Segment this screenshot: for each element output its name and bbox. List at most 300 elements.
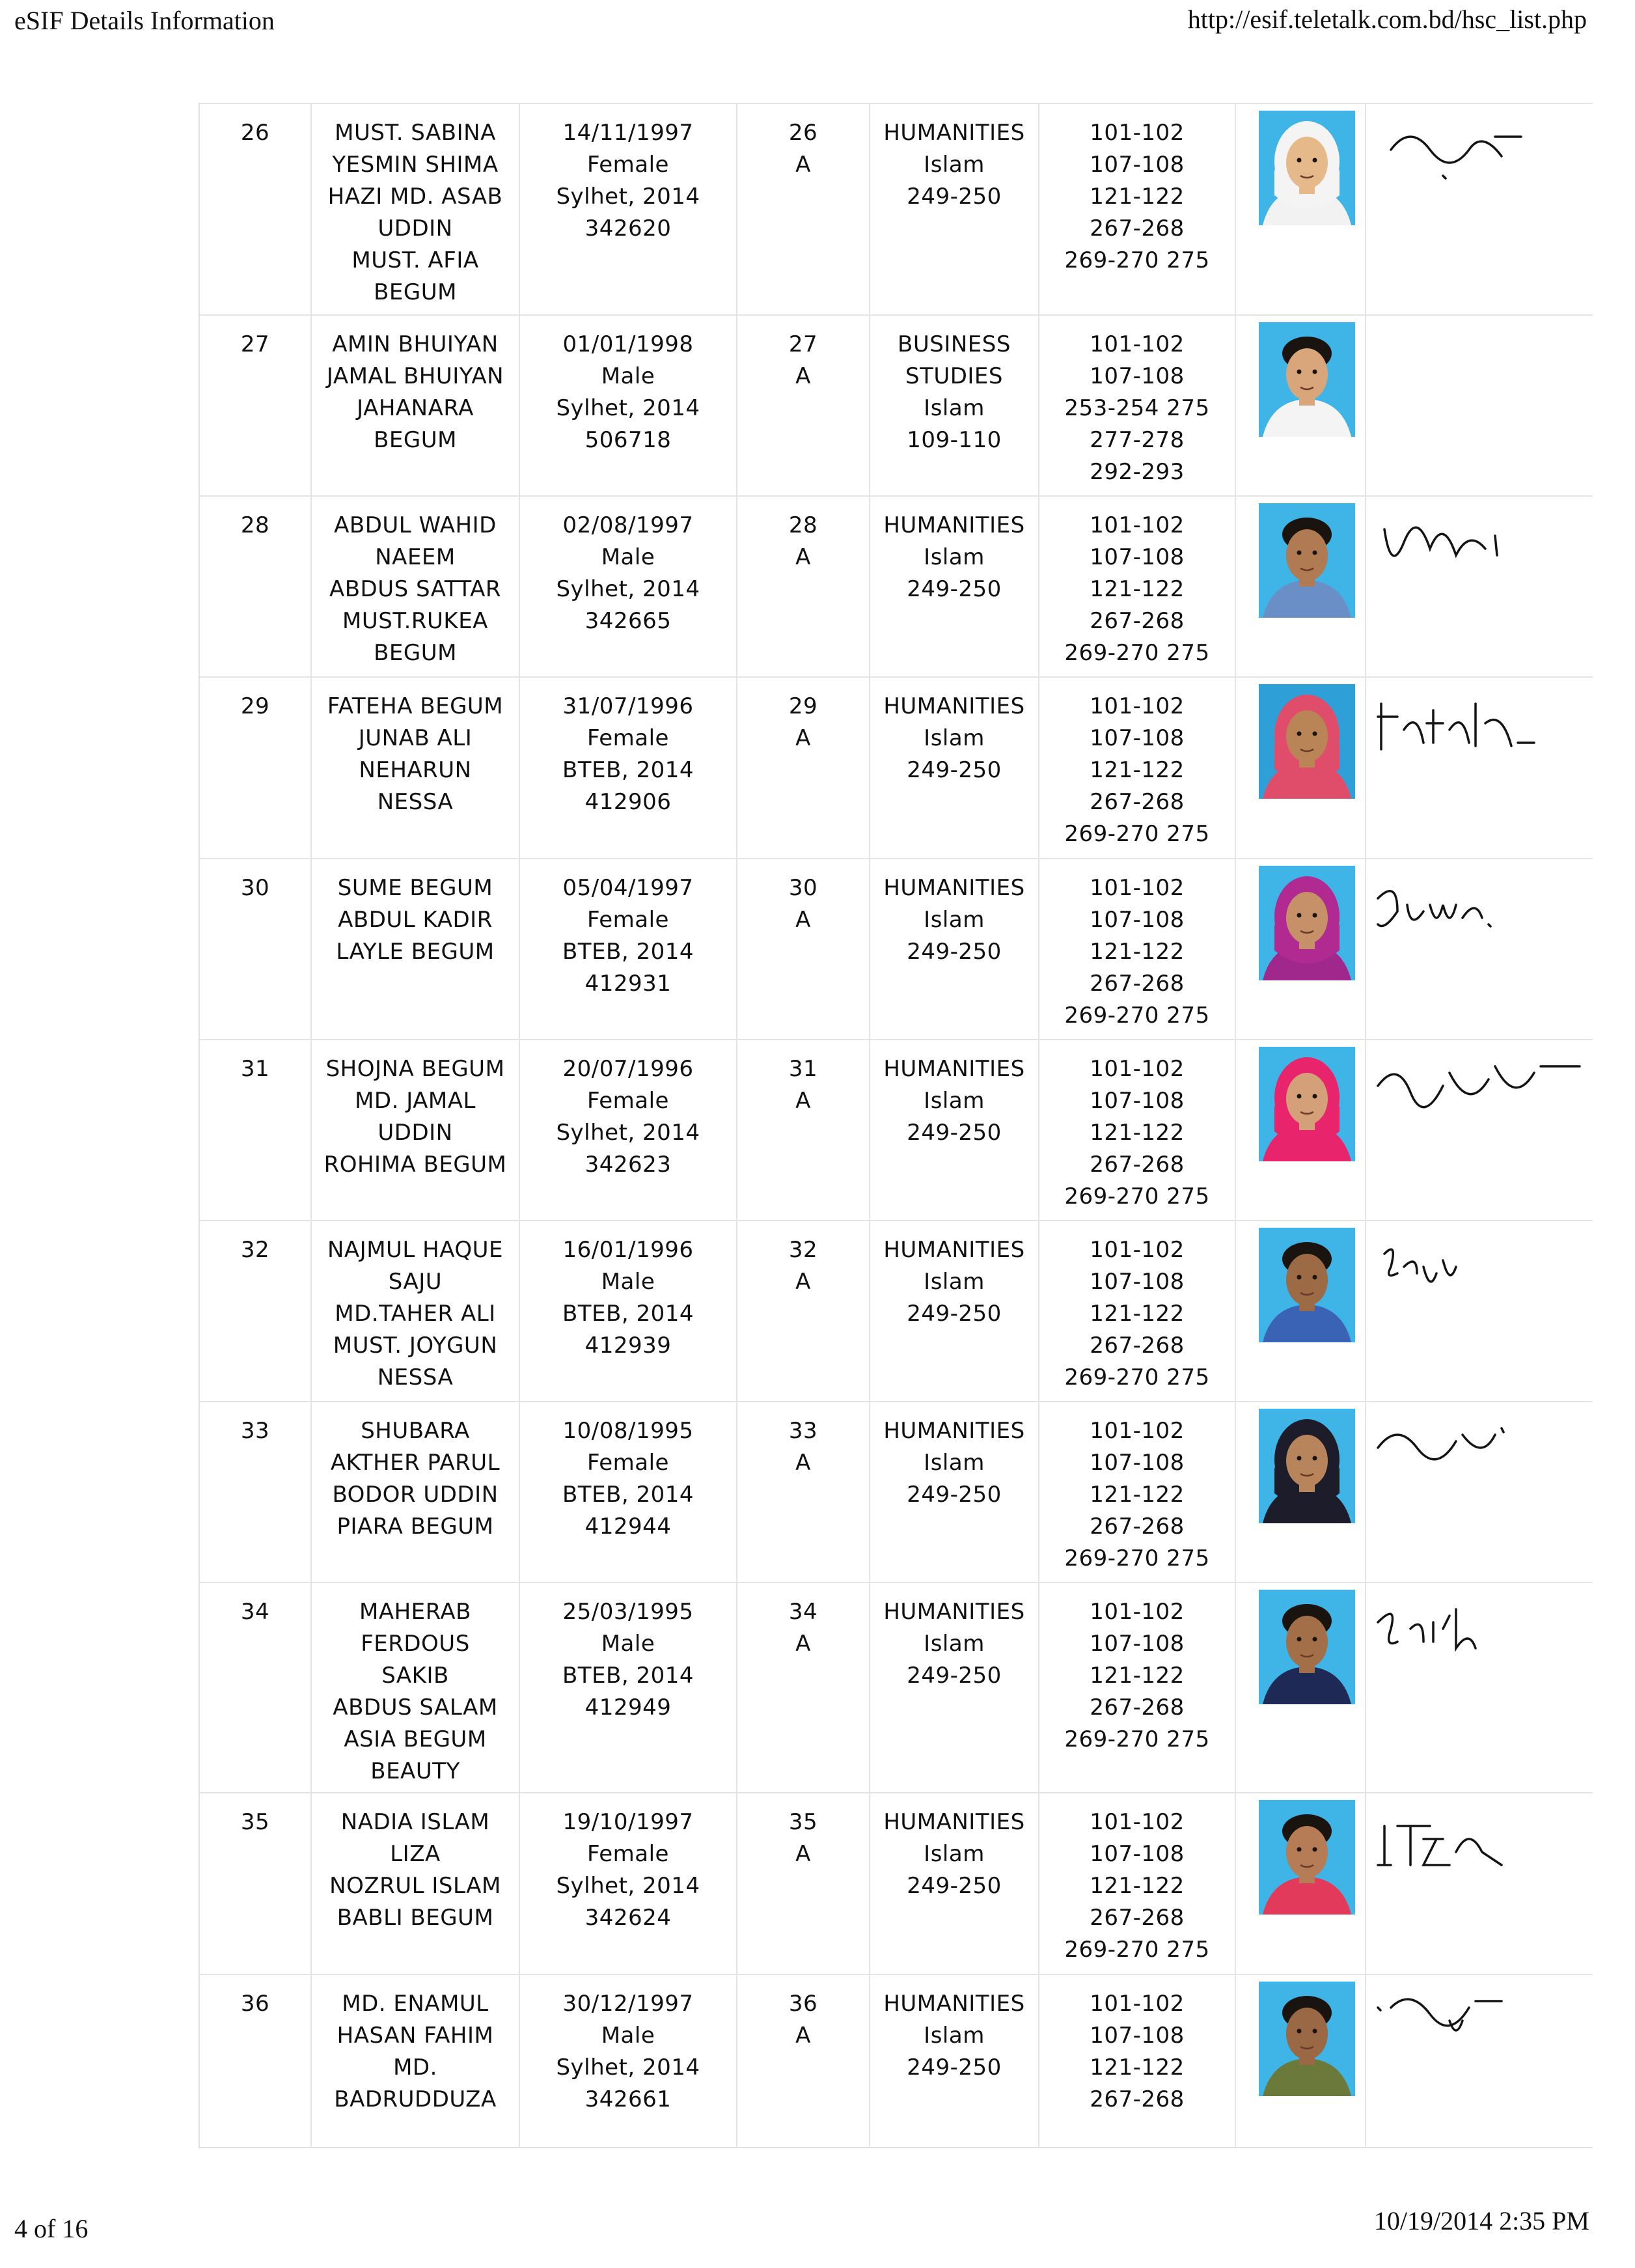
group-religion-line: 249-250 — [907, 757, 1002, 783]
subject-codes — [1039, 691, 1235, 850]
student-names-line: BEGUM — [374, 640, 457, 666]
photo-eye — [1297, 1847, 1302, 1852]
birth-board-info-line: BTEB, 2014 — [562, 1301, 694, 1327]
student-names-line: SUME BEGUM — [337, 875, 493, 901]
student-names-line: LAYLE BEGUM — [336, 939, 495, 965]
table-row — [200, 103, 1593, 316]
group-religion-line: HUMANITIES — [883, 693, 1025, 719]
subject-codes-line: 107-108 — [1090, 2023, 1185, 2049]
student-photo — [1259, 1982, 1355, 2096]
birth-board-info-line: Male — [601, 1269, 655, 1295]
subject-codes-line: 269-270 275 — [1064, 1364, 1210, 1390]
student-names-line: BEGUM — [374, 427, 457, 453]
birth-board-info — [520, 1806, 736, 1934]
group-religion-line: HUMANITIES — [883, 1809, 1025, 1835]
photo-eye — [1297, 1637, 1302, 1642]
subject-codes — [1039, 117, 1235, 277]
student-table — [199, 103, 1593, 2148]
photo-eye — [1297, 551, 1302, 555]
student-signature — [1371, 503, 1593, 588]
roll-section-line: 30 — [788, 875, 818, 901]
signature-stroke — [1384, 1249, 1456, 1282]
subject-codes-line: 267-268 — [1090, 1905, 1185, 1931]
photo-eye — [1297, 1456, 1302, 1461]
group-religion-line: 249-250 — [907, 576, 1002, 602]
group-religion — [870, 117, 1038, 213]
student-names-line: ABDUL KADIR — [338, 907, 493, 933]
photo-face — [1286, 1826, 1328, 1878]
birth-board-info-line: Female — [587, 725, 669, 751]
student-names-line: LIZA — [390, 1841, 441, 1867]
photo-eye — [1313, 1637, 1317, 1642]
student-names-line: AKTHER PARUL — [330, 1450, 501, 1476]
subject-codes-line: 267-268 — [1090, 1152, 1185, 1178]
photo-eye — [1313, 551, 1317, 555]
birth-board-info-line: Sylhet, 2014 — [556, 576, 700, 602]
signature-stroke — [1378, 1066, 1580, 1107]
birth-board-info-line: 30/12/1997 — [562, 1991, 694, 2017]
page-header-url: http://esif.teletalk.com.bd/hsc_list.php — [1187, 5, 1587, 34]
student-photo — [1259, 1047, 1355, 1161]
group-religion-line: HUMANITIES — [883, 1418, 1025, 1444]
group-religion-line: Islam — [924, 1841, 985, 1867]
student-names — [312, 691, 519, 818]
subject-codes-line: 101-102 — [1090, 1056, 1185, 1082]
subject-codes-line: 107-108 — [1090, 1088, 1185, 1114]
roll-section-line: 34 — [788, 1599, 818, 1625]
subject-codes-line: 121-122 — [1090, 1120, 1185, 1146]
student-signature — [1371, 1800, 1593, 1885]
student-names-line: MD. JAMAL — [355, 1088, 476, 1114]
student-names-line: MUST.RUKEA — [342, 608, 488, 634]
photo-neck — [1299, 1120, 1315, 1130]
group-religion-line: 109-110 — [907, 427, 1002, 453]
subject-codes-line: 267-268 — [1090, 971, 1185, 997]
birth-board-info-line: 412949 — [584, 1694, 672, 1721]
student-names-line: NESSA — [377, 1364, 454, 1390]
page-header-title: eSIF Details Information — [14, 6, 275, 35]
student-names-line: NESSA — [377, 789, 454, 815]
roll-section-line: A — [795, 1088, 811, 1114]
roll-section-line: 32 — [788, 1237, 818, 1263]
subject-codes-line: 101-102 — [1090, 512, 1185, 538]
group-religion-line: 249-250 — [907, 1663, 1002, 1689]
birth-board-info-line: 20/07/1996 — [562, 1056, 694, 1082]
student-photo — [1259, 1409, 1355, 1523]
roll-section-line: A — [795, 1841, 811, 1867]
group-religion-line: HUMANITIES — [883, 120, 1025, 146]
roll-section-line: 31 — [788, 1056, 818, 1082]
photo-face — [1286, 1616, 1328, 1668]
photo-neck — [1299, 1663, 1315, 1673]
photo-face — [1286, 2008, 1328, 2060]
birth-board-info-line: 342620 — [584, 215, 672, 242]
birth-board-info — [520, 1234, 736, 1362]
serial-number: 29 — [240, 693, 270, 719]
group-religion-line: STUDIES — [905, 363, 1003, 389]
subject-codes-line: 107-108 — [1090, 1631, 1185, 1657]
photo-neck — [1299, 1482, 1315, 1492]
table-row — [200, 1401, 1593, 1583]
serial-number: 34 — [240, 1599, 270, 1625]
student-names-line: ASIA BEGUM — [344, 1726, 487, 1752]
group-religion-line: Islam — [924, 2023, 985, 2049]
photo-face — [1286, 710, 1328, 762]
subject-codes-line: 107-108 — [1090, 725, 1185, 751]
photo-eye — [1313, 1275, 1317, 1280]
group-religion-line: HUMANITIES — [883, 1237, 1025, 1263]
student-photo — [1259, 1800, 1355, 1915]
student-names-line: NEHARUN — [359, 757, 472, 783]
birth-board-info-line: 01/01/1998 — [562, 331, 694, 357]
birth-board-info-line: Sylhet, 2014 — [556, 2054, 700, 2081]
table-row — [200, 1039, 1593, 1221]
student-names-line: SAKIB — [381, 1663, 449, 1689]
roll-section-line: A — [795, 725, 811, 751]
birth-board-info-line: Sylhet, 2014 — [556, 184, 700, 210]
group-religion — [870, 1415, 1038, 1511]
student-names-line: FATEHA BEGUM — [327, 693, 504, 719]
student-names-line: SAJU — [388, 1269, 443, 1295]
birth-board-info-line: 02/08/1997 — [562, 512, 694, 538]
birth-board-info-line: Female — [587, 152, 669, 178]
roll-section-line: 29 — [788, 693, 818, 719]
student-names — [312, 510, 519, 669]
group-religion-line: HUMANITIES — [883, 1991, 1025, 2017]
group-religion — [870, 1053, 1038, 1149]
student-photo — [1259, 1228, 1355, 1342]
student-names-line: FERDOUS — [361, 1631, 470, 1657]
student-names-line: NAJMUL HAQUE — [327, 1237, 504, 1263]
subject-codes-line: 107-108 — [1090, 363, 1185, 389]
photo-eye — [1297, 732, 1302, 736]
group-religion-line: 249-250 — [907, 939, 1002, 965]
student-names — [312, 872, 519, 968]
photo-face — [1286, 1254, 1328, 1306]
roll-section — [737, 117, 869, 181]
student-names-line: SHUBARA — [361, 1418, 470, 1444]
group-religion-line: HUMANITIES — [883, 1599, 1025, 1625]
student-photo — [1259, 684, 1355, 799]
group-religion-line: Islam — [924, 395, 985, 421]
student-names-line: UDDIN — [378, 215, 453, 242]
birth-board-info-line: BTEB, 2014 — [562, 1482, 694, 1508]
subject-codes-line: 101-102 — [1090, 331, 1185, 357]
roll-section — [737, 329, 869, 393]
subject-codes-line: 253-254 275 — [1064, 395, 1210, 421]
birth-board-info — [520, 1053, 736, 1181]
photo-neck — [1299, 757, 1315, 768]
subject-codes-line: 121-122 — [1090, 1873, 1185, 1899]
group-religion-line: 249-250 — [907, 1301, 1002, 1327]
student-names-line: UDDIN — [378, 1120, 453, 1146]
page-number: 4 of 16 — [14, 2214, 89, 2243]
photo-neck — [1299, 395, 1315, 406]
student-photo — [1259, 111, 1355, 225]
birth-board-info-line: Sylhet, 2014 — [556, 1120, 700, 1146]
birth-board-info-line: Male — [601, 1631, 655, 1657]
subject-codes-line: 292-293 — [1090, 459, 1185, 485]
subject-codes — [1039, 1053, 1235, 1213]
student-signature — [1371, 684, 1593, 769]
student-names-line: AMIN BHUIYAN — [332, 331, 499, 357]
serial-number: 31 — [240, 1056, 270, 1082]
subject-codes-line: 121-122 — [1090, 757, 1185, 783]
table-row — [200, 1792, 1593, 1975]
subject-codes-line: 121-122 — [1090, 576, 1185, 602]
roll-section-line: 35 — [788, 1809, 818, 1835]
table-row — [200, 1220, 1593, 1402]
subject-codes — [1039, 1234, 1235, 1394]
signature-stroke — [1378, 704, 1534, 749]
roll-section-line: 33 — [788, 1418, 818, 1444]
group-religion-line: Islam — [924, 1631, 985, 1657]
group-religion-line: BUSINESS — [898, 331, 1011, 357]
student-signature — [1371, 1047, 1593, 1131]
student-names-line: BABLI BEGUM — [337, 1905, 494, 1931]
roll-section — [737, 1806, 869, 1870]
student-names-line: PIARA BEGUM — [337, 1514, 494, 1540]
subject-codes-line: 269-270 275 — [1064, 1726, 1210, 1752]
roll-section — [737, 510, 869, 574]
student-names — [312, 329, 519, 456]
student-signature — [1371, 866, 1593, 950]
student-names-line: MUST. AFIA — [351, 247, 479, 273]
student-names-line: MD. ENAMUL — [342, 1991, 489, 2017]
student-names-line: MUST. JOYGUN — [333, 1333, 498, 1359]
print-timestamp: 10/19/2014 2:35 PM — [1373, 2206, 1589, 2235]
subject-codes-line: 101-102 — [1090, 120, 1185, 146]
student-signature — [1371, 1228, 1593, 1312]
birth-board-info-line: 10/08/1995 — [562, 1418, 694, 1444]
serial-number: 35 — [240, 1809, 270, 1835]
roll-section-line: A — [795, 2023, 811, 2049]
student-names-line: BEGUM — [374, 279, 457, 305]
student-names-line: JUNAB ALI — [358, 725, 473, 751]
student-names-line: MD.TAHER ALI — [335, 1301, 496, 1327]
photo-face — [1286, 529, 1328, 581]
group-religion — [870, 1988, 1038, 2084]
student-names-line: ABDUS SATTAR — [329, 576, 502, 602]
student-signature — [1371, 1982, 1593, 2066]
photo-face — [1286, 892, 1328, 944]
student-photo — [1259, 866, 1355, 980]
birth-board-info — [520, 329, 736, 456]
subject-codes-line: 267-268 — [1090, 2086, 1185, 2112]
group-religion-line: Islam — [924, 152, 985, 178]
table-row — [200, 676, 1593, 859]
group-religion — [870, 1234, 1038, 1330]
subject-codes-line: 101-102 — [1090, 693, 1185, 719]
photo-face — [1286, 1435, 1328, 1487]
subject-codes-line: 277-278 — [1090, 427, 1185, 453]
student-names — [312, 1806, 519, 1934]
student-names-line: BODOR UDDIN — [332, 1482, 499, 1508]
subject-codes — [1039, 1806, 1235, 1966]
subject-codes-line: 101-102 — [1090, 1599, 1185, 1625]
subject-codes-line: 101-102 — [1090, 1991, 1185, 2017]
roll-section-line: A — [795, 1631, 811, 1657]
subject-codes-line: 267-268 — [1090, 608, 1185, 634]
birth-board-info-line: Male — [601, 2023, 655, 2049]
subject-codes-line: 269-270 275 — [1064, 247, 1210, 273]
subject-codes-line: 121-122 — [1090, 2054, 1185, 2081]
group-religion-line: Islam — [924, 544, 985, 570]
birth-board-info-line: 506718 — [584, 427, 672, 453]
student-names — [312, 1596, 519, 1788]
photo-eye — [1297, 158, 1302, 163]
student-names-line: MAHERAB — [359, 1599, 471, 1625]
birth-board-info-line: 19/10/1997 — [562, 1809, 694, 1835]
birth-board-info-line: BTEB, 2014 — [562, 757, 694, 783]
subject-codes-line: 267-268 — [1090, 215, 1185, 242]
birth-board-info-line: 342661 — [584, 2086, 672, 2112]
birth-board-info — [520, 872, 736, 1000]
birth-board-info-line: 412939 — [584, 1333, 672, 1359]
birth-board-info-line: Sylhet, 2014 — [556, 395, 700, 421]
birth-board-info-line: 342624 — [584, 1905, 672, 1931]
subject-codes-line: 269-270 275 — [1064, 821, 1210, 847]
birth-board-info-line: Female — [587, 907, 669, 933]
roll-section-line: 27 — [788, 331, 818, 357]
table-row — [200, 495, 1593, 678]
photo-eye — [1297, 913, 1302, 918]
subject-codes-line: 269-270 275 — [1064, 1545, 1210, 1571]
subject-codes-line: 267-268 — [1090, 1514, 1185, 1540]
student-names-line: HASAN FAHIM — [337, 2023, 494, 2049]
subject-codes-line: 101-102 — [1090, 875, 1185, 901]
birth-board-info — [520, 1988, 736, 2116]
birth-board-info-line: Male — [601, 544, 655, 570]
roll-section-line: 26 — [788, 120, 818, 146]
photo-eye — [1313, 913, 1317, 918]
student-names-line: SHOJNA BEGUM — [325, 1056, 505, 1082]
student-names — [312, 1234, 519, 1394]
roll-section-line: A — [795, 907, 811, 933]
roll-section — [737, 1415, 869, 1479]
birth-board-info-line: 31/07/1996 — [562, 693, 694, 719]
signature-stroke — [1378, 1826, 1502, 1865]
student-signature — [1371, 111, 1593, 195]
roll-section-line: 36 — [788, 1991, 818, 2017]
photo-face — [1286, 348, 1328, 400]
signature-stroke — [1391, 137, 1521, 178]
birth-board-info-line: Sylhet, 2014 — [556, 1873, 700, 1899]
signature-stroke — [1384, 527, 1497, 556]
group-religion-line: 249-250 — [907, 2054, 1002, 2081]
serial-number: 32 — [240, 1237, 270, 1263]
signature-stroke — [1378, 891, 1491, 926]
subject-codes — [1039, 1415, 1235, 1575]
subject-codes-line: 107-108 — [1090, 1269, 1185, 1295]
group-religion-line: HUMANITIES — [883, 512, 1025, 538]
subject-codes-line: 121-122 — [1090, 1482, 1185, 1508]
subject-codes-line: 269-270 275 — [1064, 1003, 1210, 1029]
student-names — [312, 117, 519, 309]
student-names-line: ABDUL WAHID — [334, 512, 497, 538]
photo-face — [1286, 137, 1328, 189]
birth-board-info-line: 412931 — [584, 971, 672, 997]
student-photo — [1259, 503, 1355, 618]
photo-neck — [1299, 939, 1315, 949]
serial-number: 30 — [240, 875, 270, 901]
roll-section — [737, 1988, 869, 2052]
subject-codes — [1039, 329, 1235, 488]
subject-codes-line: 107-108 — [1090, 152, 1185, 178]
group-religion-line: 249-250 — [907, 1120, 1002, 1146]
group-religion — [870, 691, 1038, 786]
group-religion-line: 249-250 — [907, 184, 1002, 210]
subject-codes-line: 101-102 — [1090, 1809, 1185, 1835]
table-row — [200, 858, 1593, 1040]
student-names-line: BADRUDDUZA — [334, 2086, 497, 2112]
birth-board-info — [520, 510, 736, 637]
roll-section-line: A — [795, 544, 811, 570]
birth-board-info-line: 25/03/1995 — [562, 1599, 694, 1625]
group-religion-line: Islam — [924, 1269, 985, 1295]
group-religion-line: 249-250 — [907, 1873, 1002, 1899]
birth-board-info-line: Male — [601, 363, 655, 389]
photo-neck — [1299, 2054, 1315, 2065]
roll-section-line: A — [795, 1450, 811, 1476]
student-names — [312, 1053, 519, 1181]
birth-board-info-line: Female — [587, 1088, 669, 1114]
serial-number: 26 — [240, 120, 270, 146]
birth-board-info-line: BTEB, 2014 — [562, 1663, 694, 1689]
subject-codes-line: 107-108 — [1090, 907, 1185, 933]
photo-eye — [1313, 158, 1317, 163]
subject-codes — [1039, 510, 1235, 669]
roll-section-line: 28 — [788, 512, 818, 538]
subject-codes-line: 121-122 — [1090, 184, 1185, 210]
signature-stroke — [1378, 1999, 1502, 2030]
roll-section — [737, 1234, 869, 1298]
serial-number: 28 — [240, 512, 270, 538]
signature-stroke — [1378, 1428, 1504, 1459]
student-names-line: MD. — [393, 2054, 437, 2081]
student-names-line: NADIA ISLAM — [340, 1809, 490, 1835]
roll-section — [737, 1596, 869, 1660]
birth-board-info-line: 342665 — [584, 608, 672, 634]
student-names — [312, 1988, 519, 2116]
table-row — [200, 1974, 1593, 2148]
student-names-line: ROHIMA BEGUM — [323, 1152, 507, 1178]
student-names-line: BEAUTY — [370, 1758, 460, 1784]
group-religion — [870, 329, 1038, 456]
photo-eye — [1313, 1094, 1317, 1099]
student-signature — [1371, 1409, 1593, 1493]
group-religion-line: Islam — [924, 907, 985, 933]
subject-codes — [1039, 1988, 1235, 2116]
group-religion-line: Islam — [924, 725, 985, 751]
group-religion — [870, 510, 1038, 605]
roll-section-line: A — [795, 152, 811, 178]
subject-codes — [1039, 872, 1235, 1032]
birth-board-info-line: 05/04/1997 — [562, 875, 694, 901]
roll-section — [737, 872, 869, 936]
photo-eye — [1297, 370, 1302, 374]
subject-codes-line: 121-122 — [1090, 939, 1185, 965]
photo-eye — [1313, 370, 1317, 374]
photo-neck — [1299, 1873, 1315, 1883]
signature-stroke — [1378, 1609, 1476, 1648]
subject-codes-line: 269-270 275 — [1064, 1183, 1210, 1210]
roll-section — [737, 1053, 869, 1117]
photo-eye — [1297, 1094, 1302, 1099]
roll-section-line: A — [795, 363, 811, 389]
birth-board-info-line: BTEB, 2014 — [562, 939, 694, 965]
subject-codes-line: 107-108 — [1090, 1450, 1185, 1476]
